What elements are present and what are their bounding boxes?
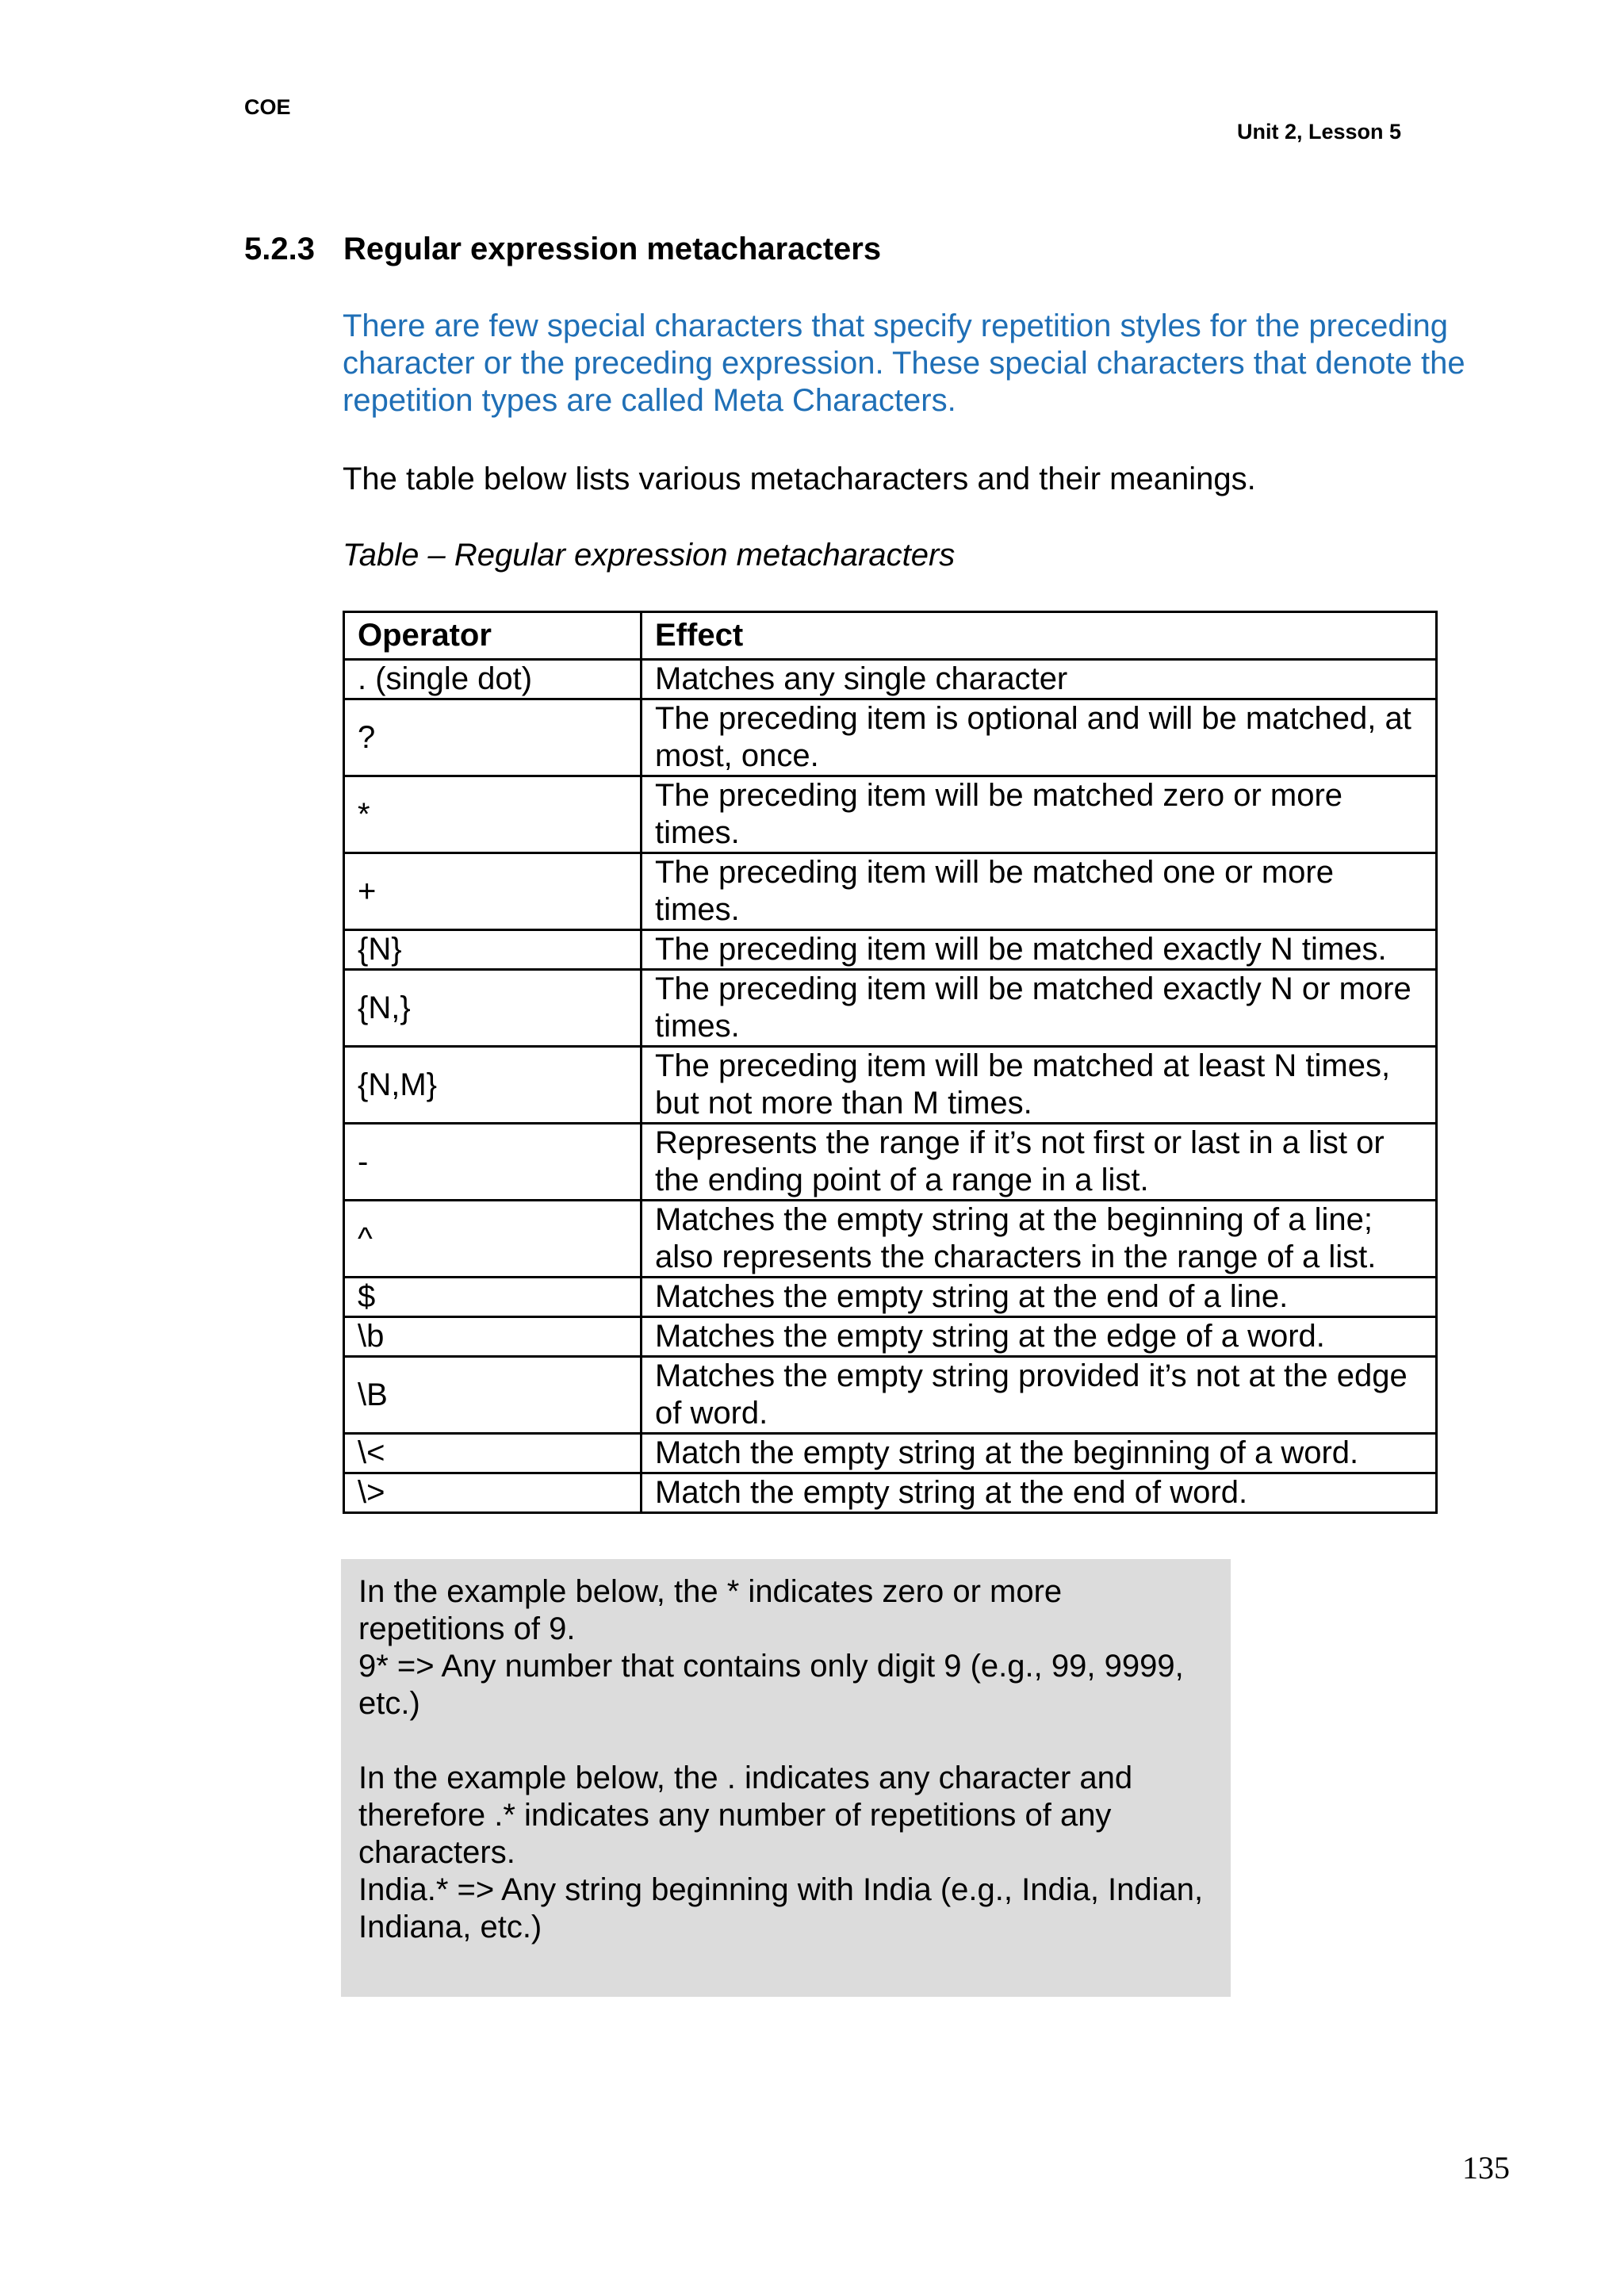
section-number: 5.2.3 bbox=[244, 232, 315, 266]
effect-cell: The preceding item will be matched zero or more times. bbox=[642, 776, 1437, 853]
header-unit-lesson: Unit 2, Lesson 5 bbox=[1237, 120, 1402, 144]
operator-cell: . (single dot) bbox=[344, 660, 642, 699]
table-row bbox=[344, 1357, 1437, 1434]
table-row bbox=[344, 1278, 1437, 1317]
example-note: In the example below, the * indicates zero or more repetitions of 9. bbox=[358, 1574, 1063, 1646]
operator-cell: + bbox=[344, 853, 642, 930]
section-heading bbox=[244, 232, 881, 267]
table-row bbox=[344, 1047, 1437, 1124]
table-row bbox=[344, 1473, 1437, 1513]
effect-cell: The preceding item will be matched exactly N times. bbox=[642, 930, 1437, 970]
example-code: India.* => Any string beginning with India (e.g., India, Indian, Indiana, etc.) bbox=[358, 1872, 1204, 1944]
section-title: Regular expression metacharacters bbox=[343, 232, 882, 266]
operator-cell: {N,M} bbox=[344, 1047, 642, 1124]
example-box bbox=[341, 1559, 1231, 1997]
table-row bbox=[344, 1317, 1437, 1357]
spacer bbox=[358, 1722, 1213, 1760]
operator-cell: \> bbox=[344, 1473, 642, 1513]
page-number: 135 bbox=[1462, 2150, 1510, 2186]
operator-cell: {N,} bbox=[344, 970, 642, 1047]
table-row bbox=[344, 970, 1437, 1047]
effect-cell: Matches the empty string at the end of a line. bbox=[642, 1278, 1437, 1317]
operator-cell: \b bbox=[344, 1317, 642, 1357]
header-course: COE bbox=[244, 95, 291, 119]
table-header-row bbox=[344, 612, 1437, 660]
metacharacters-table bbox=[343, 611, 1438, 1514]
effect-cell: The preceding item is optional and will be matched, at most, once. bbox=[642, 699, 1437, 776]
effect-cell: Matches the empty string at the edge of a word. bbox=[642, 1317, 1437, 1357]
table-row bbox=[344, 699, 1437, 776]
table-row bbox=[344, 660, 1437, 699]
example-note: In the example below, the . indicates any character and therefore .* indicates any number of repetitions of any characters. bbox=[358, 1761, 1133, 1870]
effect-cell: Represents the range if it’s not first or last in a list or the ending point of a range in a list. bbox=[642, 1124, 1437, 1201]
effect-cell: Matches any single character bbox=[642, 660, 1437, 699]
table-row bbox=[344, 1201, 1437, 1278]
effect-cell: Match the empty string at the end of word. bbox=[642, 1473, 1437, 1513]
example-code: 9* => Any number that contains only digit 9 (e.g., 99, 9999, etc.) bbox=[358, 1649, 1184, 1721]
table-row bbox=[344, 1434, 1437, 1473]
table-row bbox=[344, 776, 1437, 853]
effect-cell: The preceding item will be matched exactly N or more times. bbox=[642, 970, 1437, 1047]
operator-cell: $ bbox=[344, 1278, 642, 1317]
effect-cell: Matches the empty string provided it’s not at the edge of word. bbox=[642, 1357, 1437, 1434]
operator-cell: ^ bbox=[344, 1201, 642, 1278]
column-header-operator: Operator bbox=[344, 612, 642, 660]
table-row bbox=[344, 1124, 1437, 1201]
operator-cell: {N} bbox=[344, 930, 642, 970]
intro-paragraph: There are few special characters that specify repetition styles for the preceding character or the preceding expression. These special characters that denote the repetition types are called Meta Characters. bbox=[343, 308, 1465, 418]
column-header-effect: Effect bbox=[642, 612, 1437, 660]
table-row bbox=[344, 930, 1437, 970]
table-row bbox=[344, 853, 1437, 930]
operator-cell: - bbox=[344, 1124, 642, 1201]
operator-cell: \B bbox=[344, 1357, 642, 1434]
effect-cell: Matches the empty string at the beginning of a line; also represents the characters in the range of a list. bbox=[642, 1201, 1437, 1278]
operator-cell: \< bbox=[344, 1434, 642, 1473]
lead-paragraph: The table below lists various metacharacters and their meanings. bbox=[343, 462, 1256, 496]
operator-cell: * bbox=[344, 776, 642, 853]
table-caption: Table – Regular expression metacharacters bbox=[343, 538, 956, 573]
effect-cell: The preceding item will be matched one or more times. bbox=[642, 853, 1437, 930]
operator-cell: ? bbox=[344, 699, 642, 776]
effect-cell: The preceding item will be matched at least N times, but not more than M times. bbox=[642, 1047, 1437, 1124]
effect-cell: Match the empty string at the beginning of a word. bbox=[642, 1434, 1437, 1473]
